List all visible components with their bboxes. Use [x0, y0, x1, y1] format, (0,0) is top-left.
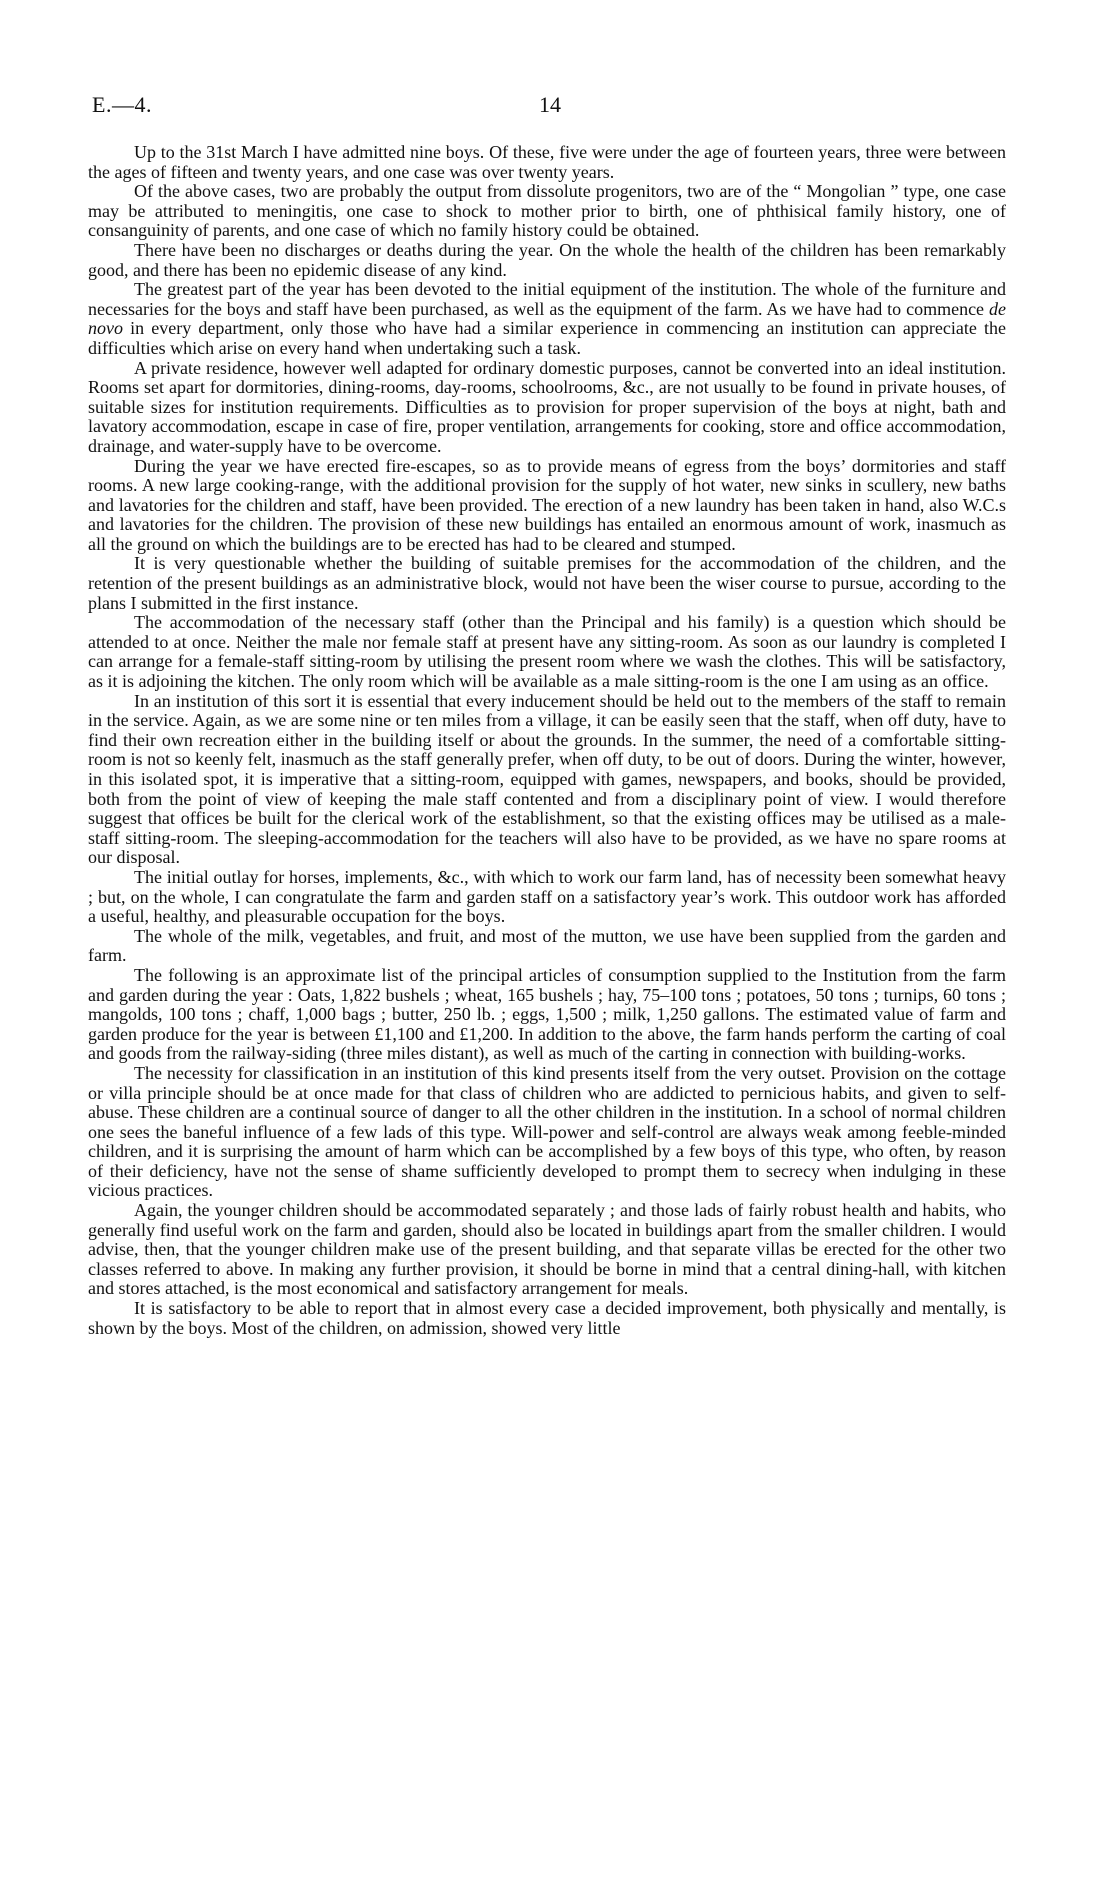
paragraph-improvement: It is satisfactory to be able to report that in almost every case a decided improvement, both physically and mentally, is shown by the boys. Most of the children, on admission, showed very little: [88, 1298, 1006, 1338]
paragraph-separate-accommodation: Again, the younger children should be accommodated separately ; and those lads of fairly robust health and habits, who generally find useful work on the farm and garden, should also be located in buildings apart from the smaller children. I would advise, then, that the younger children make use of the present building, and that separate villas be erected for the other two classes referred to above. In making any further provision, it should be borne in mind that a central dining-hall, with kitchen and stores attached, is the most economical and satisfactory arrangement for meals.: [88, 1200, 1006, 1299]
page-header: [88, 0, 1006, 118]
paragraph-initial-equipment: The greatest part of the year has been devoted to the initial equipment of the institution. The whole of the furniture and necessaries for the boys and staff have been purchased, as well as the equipment of the farm. As we have had to commence de novo in every department, only those who have had a similar experience in commencing an institution can appreciate the difficulties which arise on every hand when undertaking such a task.: [88, 279, 1006, 358]
paragraph-staff-recreation: In an institution of this sort it is essential that every inducement should be held out to the members of the staff to remain in the service. Again, as we are some nine or ten miles from a village, it can be easily seen that the staff, when off duty, have to find their own recreation either in the building itself or about the grounds. In the summer, the need of a comfortable sitting-room is not so keenly felt, inasmuch as the staff generally prefer, when off duty, to be out of doors. During the winter, however, in this isolated spot, it is imperative that a sitting-room, equipped with games, newspapers, and books, should be provided, both from the point of view of keeping the male staff contented and from a disciplinary point of view. I would therefore suggest that offices be built for the clerical work of the establishment, so that the existing offices may be utilised as a male-staff sitting-room. The sleeping-accommodation for the teachers will also have to be provided, as we have no spare rooms at our disposal.: [88, 690, 1006, 868]
paragraph-staff-accommodation: The accommodation of the necessary staff (other than the Principal and his family) is a question which should be attended to at once. Neither the male nor female staff at present have any sitting-room. As soon as our laundry is completed I can arrange for a female-staff sitting-room by utilising the present room where we wash the clothes. This will be satisfactory, as it is adjoining the kitchen. The only room which will be available as a male sitting-room is the one I am using as an office.: [88, 612, 1006, 692]
report-body: [88, 143, 1006, 1338]
report-reference: E.—4.: [92, 92, 152, 117]
paragraph-case-origins: Of the above cases, two are probably the output from dissolute progenitors, two are of the “ Mongolian ” type, one case may be attributed to meningitis, one case to shock to mother prior to birth, one of phthisical family history, one of consanguinity of parents, and one case of which no family history could be obtained.: [88, 181, 1006, 241]
paragraph-farm-supply: The whole of the milk, vegetables, and fruit, and most of the mutton, we use have been supplied from the garden and farm.: [88, 925, 1006, 966]
paragraph-farm-outlay: The initial outlay for horses, implements, &c., with which to work our farm land, has of necessity been somewhat heavy ; but, on the whole, I can congratulate the farm and garden staff on a satisfactory year’s work. This outdoor work has afforded a useful, healthy, and pleasurable occupation for the boys.: [88, 866, 1006, 927]
paragraph-health: There have been no discharges or deaths during the year. On the whole the health of the children has been remarkably good, and there has been no epidemic disease of any kind.: [88, 239, 1006, 280]
paragraph-classification: The necessity for classification in an institution of this kind presents itself from the very outset. Provision on the cottage or villa principle should be at once made for that class of children who are addicted to pernicious habits, and given to self-abuse. These children are a continual source of danger to all the other children in the institution. In a school of normal children one sees the baneful influence of a few lads of this type. Will-power and self-control are always weak among feeble-minded children, and it is surprising the amount of harm which can be accomplished by a few boys of this type, who often, by reason of their deficiency, have not the sense of shame sufficiently developed to prompt them to secrecy when indulging in these vicious practices.: [88, 1062, 1006, 1201]
paragraph-private-residence: A private residence, however well adapted for ordinary domestic purposes, cannot be converted into an ideal institution. Rooms set apart for dormitories, dining-rooms, day-rooms, schoolrooms, &c., are not usually to be found in private houses, of suitable sizes for institution requirements. Difficulties as to provision for proper supervision of the boys at night, bath and lavatory accommodation, escape in case of fire, proper ventilation, arrangements for cooking, store and office accommodation, drainage, and water-supply have to be overcome.: [88, 357, 1006, 456]
document-page: [88, 0, 1006, 1338]
latin-phrase: de novo: [88, 298, 1006, 339]
paragraph-produce-list: The following is an approximate list of the principal articles of consumption supplied to the Institution from the farm and garden during the year : Oats, 1,822 bushels ; wheat, 165 bushels ; hay, 75–100 tons ; potatoes, 50 tons ; turnips, 60 tons ; mangolds, 100 tons ; chaff, 1,000 bags ; butter, 250 lb. ; eggs, 1,500 ; milk, 1,250 gallons. The estimated value of farm and garden produce for the year is between £1,100 and £1,200. In addition to the above, the farm hands perform the carting of coal and goods from the railway-siding (three miles distant), as well as much of the carting in connection with building-works.: [88, 964, 1006, 1064]
page-number: 14: [539, 92, 561, 117]
paragraph-admissions: Up to the 31st March I have admitted nine boys. Of these, five were under the age of fourteen years, three were between the ages of fifteen and twenty years, and one case was over twenty years.: [88, 142, 1006, 182]
paragraph-new-works: During the year we have erected fire-escapes, so as to provide means of egress from the boys’ dormitories and staff rooms. A new large cooking-range, with the additional provision for the supply of hot water, new sinks in scullery, new baths and lavatories for the children and staff, have been provided. The erection of a new laundry has been taken in hand, also W.C.s and lavatories for the children. The provision of these new buildings has entailed an enormous amount of work, inasmuch as all the ground on which the buildings are to be erected has had to be cleared and stumped.: [88, 455, 1006, 554]
paragraph-premises-question: It is very questionable whether the building of suitable premises for the accommodation of the children, and the retention of the present buildings as an administrative block, would not have been the wiser course to pursue, according to the plans I submitted in the first instance.: [88, 553, 1006, 613]
